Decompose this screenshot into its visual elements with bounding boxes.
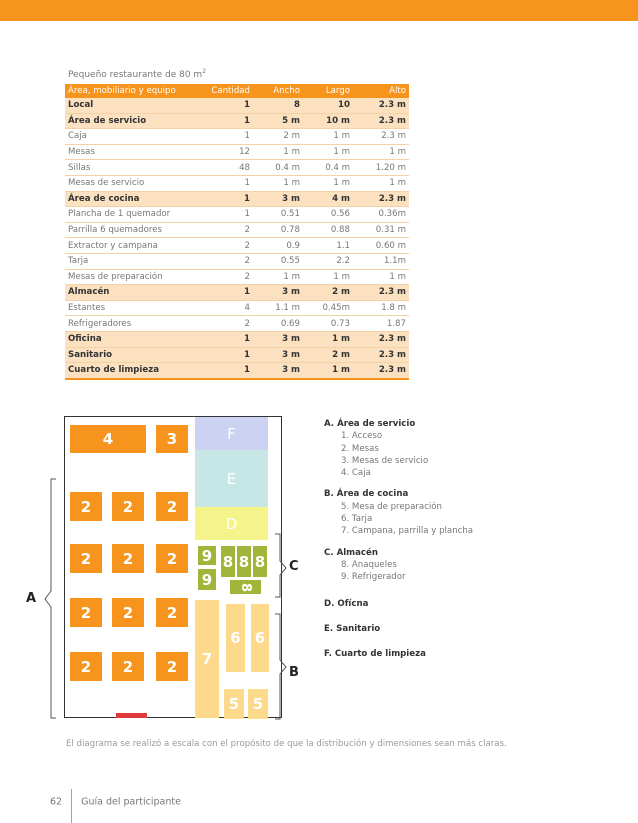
table-10: 2	[70, 652, 102, 681]
table-cell: Plancha de 1 quemador	[65, 207, 203, 223]
table-3: 2	[156, 492, 188, 521]
header-cantidad: Cantidad	[203, 84, 253, 98]
table-6: 2	[156, 544, 188, 573]
table-cell: 3 m	[253, 331, 303, 347]
table-cell: 2 m	[253, 129, 303, 145]
table-cell: Cuarto de limpieza	[65, 363, 203, 379]
table-cell: 1	[203, 347, 253, 363]
table-cell: 0.36m	[353, 207, 409, 223]
office: D	[195, 507, 268, 540]
table-cell: 2 m	[303, 347, 353, 363]
table-row	[65, 285, 409, 301]
table-cell: 1	[203, 207, 253, 223]
prep-table-2: 5	[248, 689, 268, 719]
table-row	[65, 160, 409, 176]
table-row	[65, 175, 409, 191]
table-cell: 1 m	[253, 175, 303, 191]
table-cell: 5 m	[253, 113, 303, 129]
table-4: 2	[70, 544, 102, 573]
legend-item: 7. Campana, parrilla y plancha	[341, 526, 474, 537]
table-cell: Refrigeradores	[65, 316, 203, 332]
table-cell: 0.69	[253, 316, 303, 332]
table-cell: Local	[65, 98, 203, 113]
table-cell: 4 m	[303, 191, 353, 207]
table-row	[65, 363, 409, 379]
legend-item: 5. Mesa de preparación	[341, 501, 443, 512]
table-cell: 1 m	[353, 144, 409, 160]
table-cell: 0.88	[303, 222, 353, 238]
table-cell: Mesas	[65, 144, 203, 160]
entrance-marker	[116, 713, 147, 718]
table-caption: Pequeño restaurante de 80 $m^2$	[68, 68, 207, 80]
shelf-2: 8	[237, 546, 251, 577]
table-cell: 2.3 m	[353, 331, 409, 347]
legend-item: 2. Mesas	[341, 443, 379, 454]
table-cell: 2.3 m	[353, 129, 409, 145]
table-cell: 1.20 m	[353, 160, 409, 176]
table-cell: 10 m	[303, 113, 353, 129]
restroom: E	[195, 450, 268, 507]
table-cell: 0.31 m	[353, 222, 409, 238]
legend-a	[324, 418, 474, 479]
bracket-a-label: A	[26, 591, 37, 606]
table-cell: 0.56	[303, 207, 353, 223]
legend-item: 1. Acceso	[341, 431, 383, 442]
table-cell: 1.1 m	[253, 300, 303, 316]
legend-a-title: A. Área de servicio	[324, 419, 416, 429]
table-cell: 3 m	[253, 347, 303, 363]
table-cell: 1.87	[353, 316, 409, 332]
table-cell: 8	[253, 98, 303, 113]
bracket-b	[272, 613, 290, 721]
table-row	[65, 300, 409, 316]
header-bar	[0, 0, 638, 21]
table-cell: 10	[303, 98, 353, 113]
table-cell: 1 m	[303, 269, 353, 285]
table-cell: Mesas de preparación	[65, 269, 203, 285]
table-cell: 1	[203, 331, 253, 347]
table-cell: 0.45m	[303, 300, 353, 316]
table-cell: 1 m	[303, 144, 353, 160]
table-cell: Parrilla 6 quemadores	[65, 222, 203, 238]
cleaning-room: F	[195, 417, 268, 450]
table-cell: 0.60 m	[353, 238, 409, 254]
bracket-a	[42, 478, 60, 720]
table-cell: 1.8 m	[353, 300, 409, 316]
table-7: 2	[70, 598, 102, 627]
prep-table-1: 5	[224, 689, 244, 719]
table-cell: Área de servicio	[65, 113, 203, 129]
table-cell: Área de cocina	[65, 191, 203, 207]
header-ancho: Ancho	[253, 84, 303, 98]
table-cell: Sanitario	[65, 347, 203, 363]
table-cell: 3 m	[253, 363, 303, 379]
header-alto: Alto	[353, 84, 409, 98]
table-cell: 2.3 m	[353, 285, 409, 301]
footer-title: Guía del participante	[81, 796, 181, 808]
table-cell: 0.9	[253, 238, 303, 254]
table-cell: Tarja	[65, 253, 203, 269]
dimensions-table	[65, 84, 409, 380]
table-row	[65, 144, 409, 160]
table-8: 2	[112, 598, 144, 627]
legend-c	[324, 547, 474, 584]
shelf-1: 8	[221, 546, 235, 577]
table-row	[65, 222, 409, 238]
legend-c-title: C. Almacén	[324, 547, 378, 558]
table-cell: 0.78	[253, 222, 303, 238]
table-row	[65, 207, 409, 223]
legend-b-title: B. Área de cocina	[324, 489, 409, 500]
table-cell: 1 m	[353, 175, 409, 191]
header-largo: Largo	[303, 84, 353, 98]
table-cell: 3 m	[253, 285, 303, 301]
table-cell: Almacén	[65, 285, 203, 301]
legend-item: 9. Refrigerador	[341, 572, 406, 583]
table-cell: 2	[203, 222, 253, 238]
legend-item: 3. Mesas de servicio	[341, 455, 429, 466]
table-9: 2	[156, 598, 188, 627]
table-row	[65, 113, 409, 129]
scale-note: El diagrama se realizó a escala con el propósito de que la distribución y dimensiones sean más claras.	[66, 739, 507, 749]
shelf-3: 8	[253, 546, 267, 577]
table-cell: 0.51	[253, 207, 303, 223]
legend	[324, 418, 474, 660]
page-number: 62	[50, 796, 63, 808]
refrigerator-2: 9	[198, 569, 216, 590]
table-cell: 1	[203, 363, 253, 379]
table-row	[65, 98, 409, 113]
table-row	[65, 331, 409, 347]
legend-b	[324, 488, 474, 537]
table-cell: 1 m	[303, 129, 353, 145]
shelf-4: 8	[230, 580, 261, 594]
cashier-block: 4	[70, 425, 146, 453]
table-cell: 1.1	[303, 238, 353, 254]
legend-f: F. Cuarto de limpieza	[324, 649, 426, 660]
table-row	[65, 269, 409, 285]
table-cell: 2	[203, 269, 253, 285]
table-cell: 48	[203, 160, 253, 176]
table-cell: 0.73	[303, 316, 353, 332]
table-cell: Extractor y campana	[65, 238, 203, 254]
table-12: 2	[156, 652, 188, 681]
table-cell: 2.3 m	[353, 113, 409, 129]
table-cell: 1 m	[303, 331, 353, 347]
table-cell: 1	[203, 175, 253, 191]
table-5: 2	[112, 544, 144, 573]
table-cell: 0.4 m	[253, 160, 303, 176]
table-cell: 1	[203, 113, 253, 129]
refrigerator-1: 9	[198, 546, 216, 565]
table-cell: Caja	[65, 129, 203, 145]
table-cell: 2	[203, 253, 253, 269]
table-cell: 2	[203, 316, 253, 332]
table-row	[65, 129, 409, 145]
hood-grill-block: 7	[195, 600, 219, 718]
table-cell: 3 m	[253, 191, 303, 207]
table-11: 2	[112, 652, 144, 681]
legend-e: E. Sanitario	[324, 623, 381, 634]
table-cell: 0.55	[253, 253, 303, 269]
table-cell: 1 m	[303, 363, 353, 379]
table-cell: 2.3 m	[353, 191, 409, 207]
table-cell: 2.3 m	[353, 98, 409, 113]
table-row	[65, 253, 409, 269]
table-cell: 2 m	[303, 285, 353, 301]
table-cell: 2.3 m	[353, 347, 409, 363]
table-cell: 2.3 m	[353, 363, 409, 379]
table-header-row	[65, 84, 409, 98]
table-cell: 1 m	[353, 269, 409, 285]
table-cell: 2	[203, 238, 253, 254]
service-table-block: 3	[156, 425, 188, 453]
table-cell: 0.4 m	[303, 160, 353, 176]
sink-2: 6	[251, 604, 269, 672]
table-cell: Oficina	[65, 331, 203, 347]
legend-d: D. Ofícna	[324, 598, 369, 609]
table-row	[65, 238, 409, 254]
sink-1: 6	[226, 604, 245, 672]
table-cell: 1	[203, 98, 253, 113]
table-row	[65, 316, 409, 332]
legend-item: 4. Caja	[341, 468, 371, 479]
table-cell: Sillas	[65, 160, 203, 176]
table-cell: 1 m	[303, 175, 353, 191]
table-cell: 12	[203, 144, 253, 160]
table-cell: 2.2	[303, 253, 353, 269]
table-row	[65, 191, 409, 207]
table-cell: Estantes	[65, 300, 203, 316]
page-footer	[50, 785, 181, 819]
table-1: 2	[70, 492, 102, 521]
floor-plan	[64, 416, 282, 718]
table-cell: 1 m	[253, 269, 303, 285]
bracket-c-label: C	[289, 559, 299, 574]
header-area: Área, mobiliario y equipo	[65, 84, 203, 98]
table-cell: 1	[203, 129, 253, 145]
table-cell: Mesas de servicio	[65, 175, 203, 191]
table-cell: 1.1m	[353, 253, 409, 269]
legend-item: 6. Tarja	[341, 514, 373, 525]
bracket-c	[272, 533, 290, 599]
table-cell: 1	[203, 191, 253, 207]
table-cell: 1 m	[253, 144, 303, 160]
bracket-b-label: B	[289, 665, 299, 680]
table-cell: 4	[203, 300, 253, 316]
table-2: 2	[112, 492, 144, 521]
table-row	[65, 347, 409, 363]
table-cell: 1	[203, 285, 253, 301]
legend-item: 8. Anaqueles	[341, 559, 397, 570]
